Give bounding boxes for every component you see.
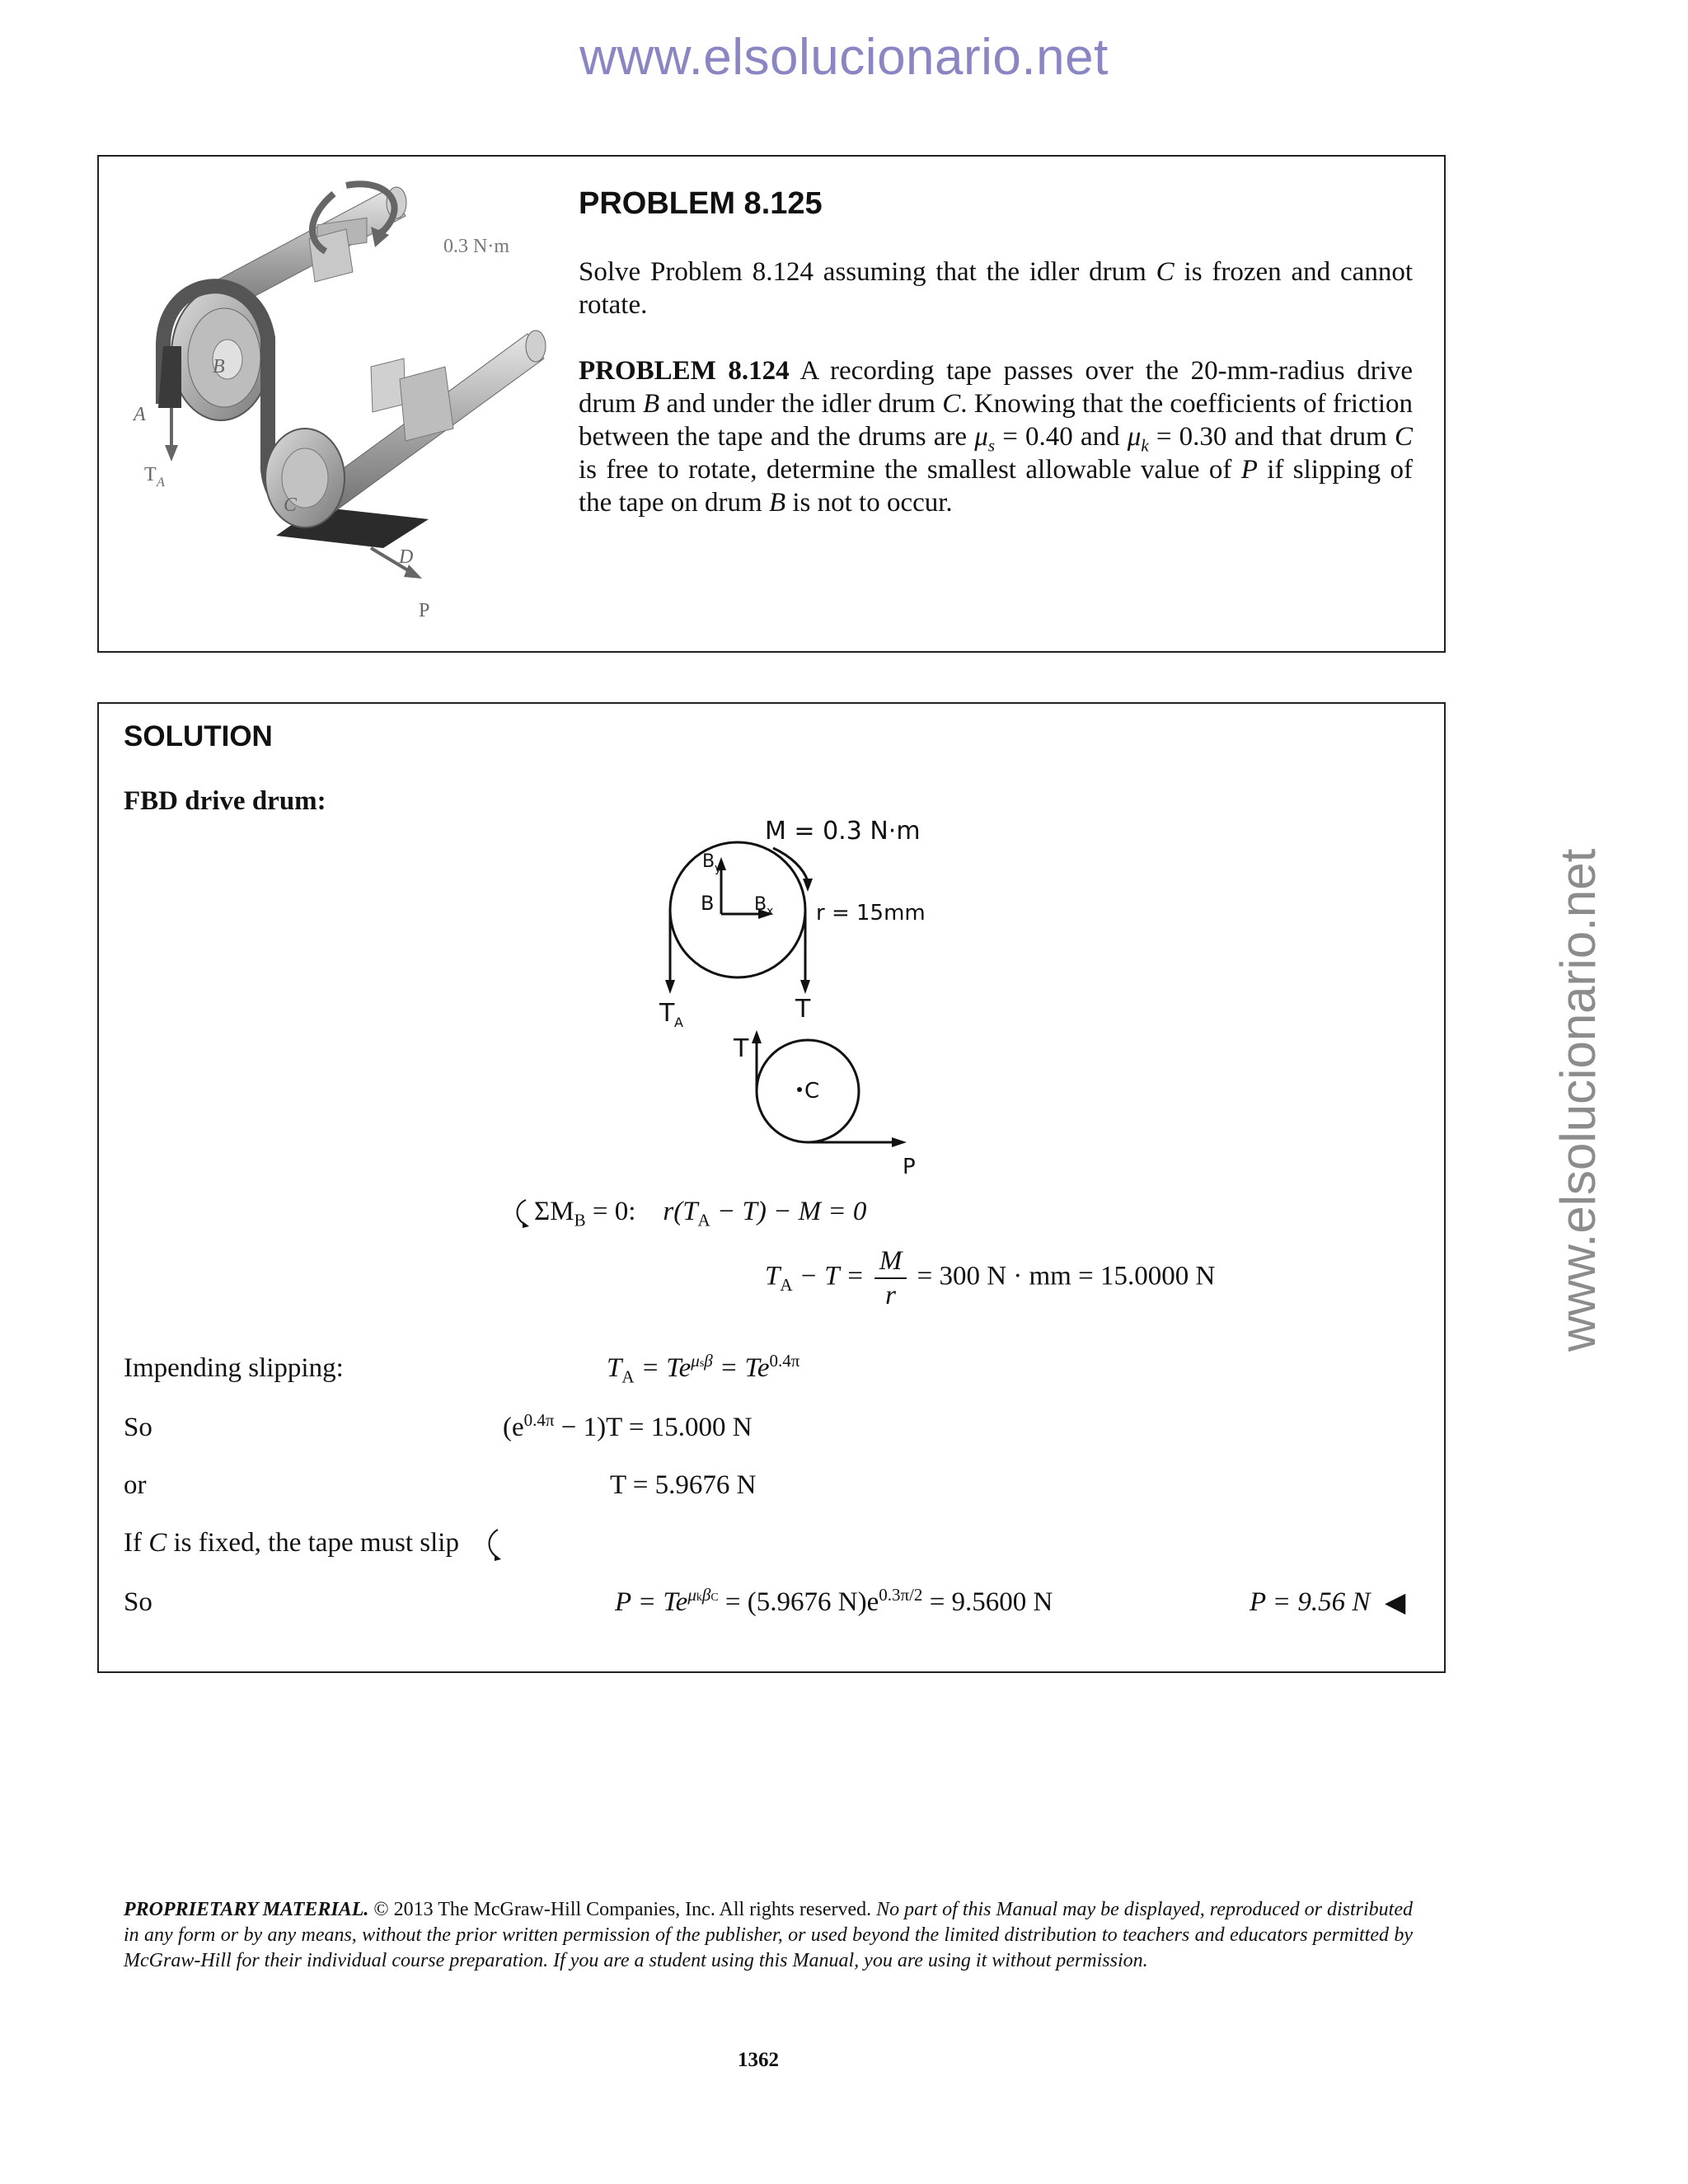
drum-c [265, 429, 345, 527]
sketch-label-ta-sub: A [674, 1015, 683, 1030]
page-number: 1362 [738, 2049, 779, 2071]
problem-figure [99, 157, 560, 651]
watermark-side: www.elsolucionario.net [1550, 848, 1606, 1352]
fig-label-c: C [284, 494, 298, 516]
fig-label-b: B [213, 356, 225, 377]
final-answer: P = 9.56 N [1250, 1587, 1371, 1617]
problem-title: PROBLEM 8.125 [579, 186, 823, 221]
sketch-label-bx-sub: x [767, 905, 774, 918]
eq-p-value: $P = Te^{\mu k\beta C} = (5.9676$ $N)e^{0.3\pi/2} = 9.5600$ N [615, 1585, 1053, 1617]
eq-t-value: T = 5.9676 N [610, 1470, 757, 1500]
answer-marker-icon: ◀ [1385, 1586, 1406, 1618]
problem-reference: PROBLEM 8.124 A recording tape passes over the 20-mm-radius drive drum B and under the idler drum C. Knowing that the coefficients of friction between the tape and the drums are $\mu_s = 0.40$ and $\mu_k = 0.30$ and that drum C is free to rotate, determine the smallest allowable value of P if slipping of the tape on drum B is not to occur. [579, 356, 1414, 518]
eq-moment-sum: $\Sigma M_B = 0$: $r(T_A - T) - M = 0$ [534, 1197, 867, 1230]
fig-label-ta-sub: A [157, 476, 165, 490]
slip-direction-icon [485, 1526, 508, 1563]
sketch-label-ta: T [659, 999, 675, 1028]
drum-b-circle [670, 842, 805, 977]
ccw-moment-icon [511, 1197, 534, 1230]
torque-label: 0.3 N·m [443, 236, 509, 257]
so-label: So [124, 1413, 152, 1442]
sketch-label-t: T [795, 995, 811, 1024]
sketch-label-p: P [903, 1155, 916, 1174]
fig-label-a: A [134, 404, 146, 425]
fig-label-p: P [419, 600, 430, 621]
sketch-moment-label: M = 0.3 N·m [765, 817, 921, 846]
fbd-heading: FBD drive drum: [124, 786, 326, 816]
impending-label: Impending slipping: [124, 1353, 344, 1383]
copyright-footer: PROPRIETARY MATERIAL. © 2013 The McGraw-Hill Companies, Inc. All rights reserved. No part of this Manual may be displayed, reproduced or distributed in any form or by any means, without the prior written permission of the publisher, or used beyond the limited distribution to teachers and educators permitted by McGraw-Hill for their individual course preparation. If you are a student using this Manual, you are using it without permission. [124, 1899, 1413, 1971]
fig-label-ta: T [144, 464, 157, 485]
eq-tension-difference: $T_A - T$ = $\frac{M}{r}$ = 300 N · mm = 15.0000 N [765, 1246, 1216, 1310]
sketch-label-bx: B [754, 894, 767, 915]
sketch-label-b: B [701, 892, 715, 915]
eq-impending: $T_A = Te^{\mu s\beta} = Te^{0.4\pi}$ [607, 1351, 800, 1387]
fbd-sketch [569, 811, 1146, 1174]
solution-title: SOLUTION [124, 720, 273, 752]
or-label: or [124, 1470, 147, 1500]
sketch-label-c: C [804, 1079, 820, 1104]
problem-statement: Solve Problem 8.124 assuming that the idler drum C is frozen and cannot rotate. [579, 257, 1413, 320]
fixed-statement: If C is fixed, the tape must slip [124, 1528, 459, 1558]
lower-shaft [313, 330, 546, 515]
so-label-2: So [124, 1587, 152, 1617]
sketch-label-by: B [702, 851, 715, 872]
solution-box [97, 702, 1446, 1673]
fig-label-d: D [399, 546, 414, 568]
sketch-radius-label: r = 15mm [816, 901, 926, 926]
sketch-label-t2: T [734, 1034, 749, 1063]
eq-solve-t: $(e^{0.4\pi} - 1)T = 15.000$ N [503, 1410, 753, 1442]
problem-box [97, 155, 1446, 653]
watermark-top: www.elsolucionario.net [579, 29, 1109, 86]
sketch-label-by-sub: y [715, 862, 722, 875]
